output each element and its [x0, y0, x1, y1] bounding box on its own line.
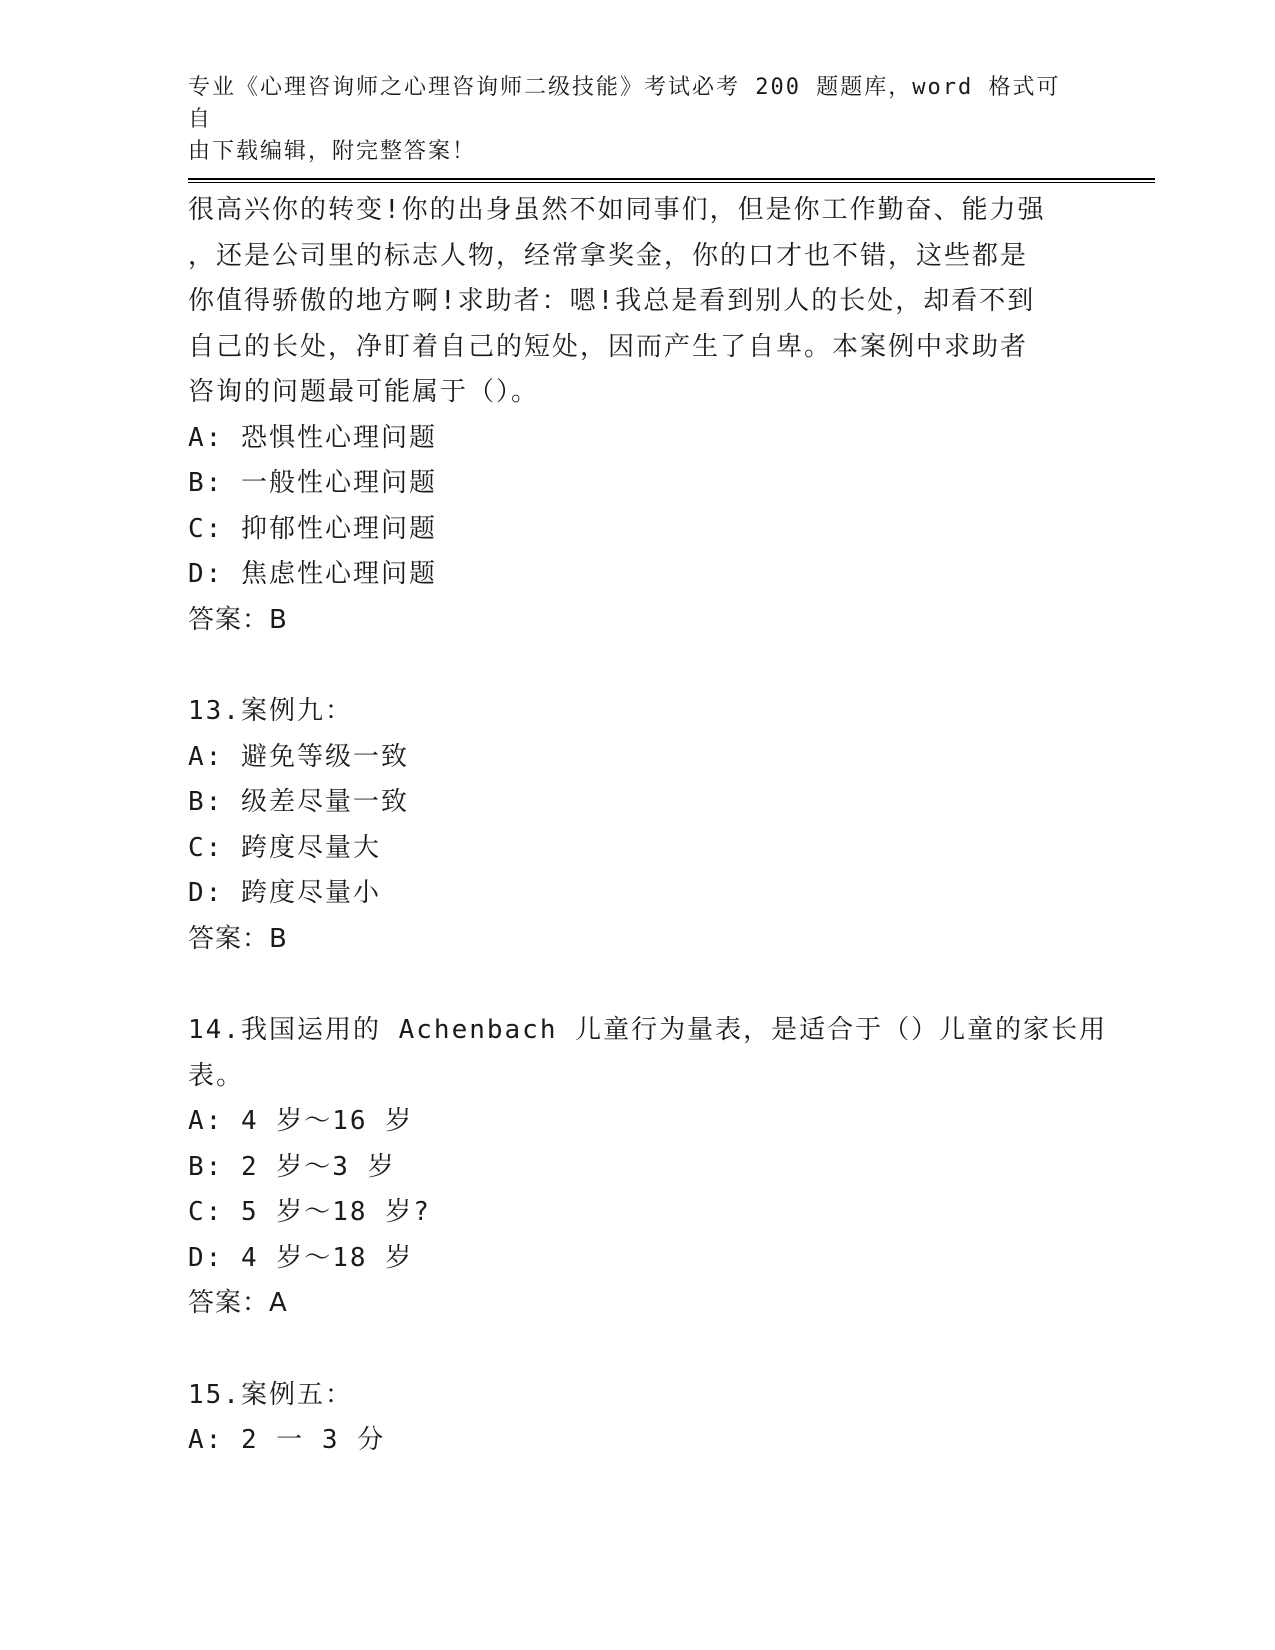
spacer	[188, 1327, 1088, 1373]
answer-line: 答案：B	[188, 923, 288, 954]
question-stem-line: 表。	[188, 1060, 245, 1091]
question-stem-line: 咨询的问题最可能属于（）。	[188, 377, 540, 407]
question-stem-line: 14.我国运用的 Achenbach 儿童行为量表，是适合于（）儿童的家长用	[188, 1015, 1108, 1045]
header-rule-thin	[188, 182, 1155, 183]
option-b: B: 2 岁～3 岁	[188, 1151, 396, 1182]
option-b: B: 一般性心理问题	[188, 468, 437, 498]
question-stem-line: 自己的长处，净盯着自己的短处，因而产生了自卑。本案例中求助者	[188, 331, 1029, 362]
header-line-2: 由下载编辑，附完整答案！	[188, 139, 477, 164]
question-stem-line: 你值得骄傲的地方啊!求助者：嗯!我总是看到别人的长处，却看不到	[188, 286, 1036, 316]
question-14	[188, 1008, 1108, 1327]
option-d: D: 4 岁～18 岁	[188, 1242, 414, 1273]
option-a: A: 4 岁～16 岁	[188, 1106, 414, 1136]
header-rule-thick	[188, 178, 1155, 180]
option-c: C: 5 岁～18 岁?	[188, 1197, 431, 1227]
option-a: A: 2 一 3 分	[188, 1425, 386, 1455]
question-13	[188, 689, 1088, 962]
option-a: A: 避免等级一致	[188, 741, 409, 772]
question-stem-line: 很高兴你的转变!你的出身虽然不如同事们，但是你工作勤奋、能力强	[188, 195, 1046, 225]
option-a: A: 恐惧性心理问题	[188, 422, 437, 453]
spacer	[188, 643, 1088, 689]
question-stem-line: ，还是公司里的标志人物，经常拿奖金，你的口才也不错，这些都是	[188, 240, 1029, 271]
question-12	[188, 188, 1088, 643]
option-b: B: 级差尽量一致	[188, 787, 409, 817]
spacer	[188, 962, 1088, 1008]
question-content	[188, 188, 1108, 1464]
question-stem-line: 15.案例五：	[188, 1379, 353, 1410]
header-line-1: 专业《心理咨询师之心理咨询师二级技能》考试必考 200 题题库，word 格式可自	[188, 75, 1061, 132]
question-15	[188, 1373, 1088, 1464]
answer-line: 答案：B	[188, 604, 288, 635]
page-header	[188, 72, 1068, 168]
option-d: D: 焦虑性心理问题	[188, 559, 437, 589]
option-d: D: 跨度尽量小	[188, 878, 381, 908]
answer-line: 答案：A	[188, 1288, 288, 1318]
option-c: C: 抑郁性心理问题	[188, 513, 437, 544]
option-c: C: 跨度尽量大	[188, 832, 381, 863]
question-stem-line: 13.案例九：	[188, 696, 353, 726]
